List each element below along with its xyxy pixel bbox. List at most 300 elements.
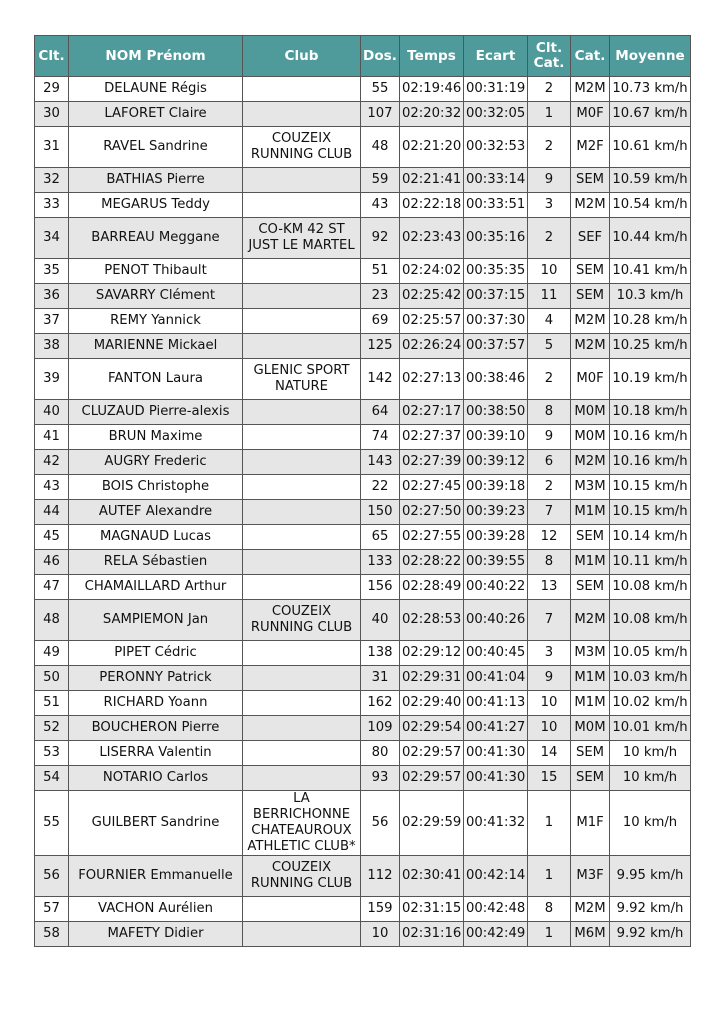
cell-gap: 00:35:16 [464, 218, 528, 259]
cell-name: CHAMAILLARD Arthur [69, 575, 243, 600]
cell-bib: 10 [361, 922, 400, 947]
table-row [35, 309, 691, 334]
header-time: Temps [400, 36, 464, 77]
cell-category: SEM [571, 525, 610, 550]
cell-name: PERONNY Patrick [69, 666, 243, 691]
cell-speed: 10.08 km/h [610, 600, 691, 641]
cell-category-rank: 2 [528, 218, 571, 259]
cell-name: RELA Sébastien [69, 550, 243, 575]
cell-time: 02:27:50 [400, 500, 464, 525]
club-line: JUST LE MARTEL [248, 238, 355, 253]
header-name: NOM Prénom [69, 36, 243, 77]
cell-time: 02:20:32 [400, 102, 464, 127]
cell-time: 02:27:37 [400, 425, 464, 450]
cell-rank: 30 [35, 102, 69, 127]
cell-rank: 43 [35, 475, 69, 500]
cell-category-rank: 7 [528, 600, 571, 641]
cell-gap: 00:41:27 [464, 716, 528, 741]
table-row [35, 666, 691, 691]
cell-category-rank: 13 [528, 575, 571, 600]
cell-time: 02:29:59 [400, 791, 464, 856]
cell-time: 02:27:39 [400, 450, 464, 475]
cell-time: 02:24:02 [400, 259, 464, 284]
cell-category-rank: 1 [528, 102, 571, 127]
table-row [35, 550, 691, 575]
cell-category-rank: 1 [528, 856, 571, 897]
cell-bib: 40 [361, 600, 400, 641]
cell-rank: 35 [35, 259, 69, 284]
cell-name: DELAUNE Régis [69, 77, 243, 102]
cell-time: 02:29:40 [400, 691, 464, 716]
cell-rank: 45 [35, 525, 69, 550]
cell-name: BARREAU Meggane [69, 218, 243, 259]
cell-category: M0F [571, 359, 610, 400]
cell-category: M2M [571, 193, 610, 218]
cell-bib: 48 [361, 127, 400, 168]
results-table [34, 35, 691, 947]
cell-bib: 55 [361, 77, 400, 102]
table-row [35, 334, 691, 359]
header-category-rank-line2: Cat. [533, 55, 565, 71]
cell-gap: 00:39:12 [464, 450, 528, 475]
cell-category-rank: 9 [528, 425, 571, 450]
table-row [35, 575, 691, 600]
cell-rank: 49 [35, 641, 69, 666]
cell-name: PIPET Cédric [69, 641, 243, 666]
cell-category: M1M [571, 666, 610, 691]
cell-name: BOIS Christophe [69, 475, 243, 500]
cell-rank: 38 [35, 334, 69, 359]
header-speed: Moyenne [610, 36, 691, 77]
table-row [35, 168, 691, 193]
cell-gap: 00:42:14 [464, 856, 528, 897]
cell-gap: 00:40:45 [464, 641, 528, 666]
cell-speed: 10.59 km/h [610, 168, 691, 193]
cell-gap: 00:35:35 [464, 259, 528, 284]
cell-rank: 37 [35, 309, 69, 334]
cell-club [243, 550, 361, 575]
cell-speed: 10.28 km/h [610, 309, 691, 334]
cell-name: RAVEL Sandrine [69, 127, 243, 168]
cell-rank: 31 [35, 127, 69, 168]
cell-category-rank: 7 [528, 500, 571, 525]
cell-gap: 00:41:30 [464, 766, 528, 791]
cell-name: MARIENNE Mickael [69, 334, 243, 359]
cell-gap: 00:37:57 [464, 334, 528, 359]
header-category-rank-line1: Clt. [535, 40, 563, 56]
cell-club [243, 259, 361, 284]
cell-time: 02:31:15 [400, 897, 464, 922]
cell-rank: 54 [35, 766, 69, 791]
cell-category: M0F [571, 102, 610, 127]
cell-time: 02:29:54 [400, 716, 464, 741]
cell-category-rank: 8 [528, 897, 571, 922]
cell-category: SEM [571, 259, 610, 284]
cell-club [243, 897, 361, 922]
cell-club [243, 600, 361, 641]
cell-rank: 56 [35, 856, 69, 897]
club-line: ATHLETIC CLUB* [247, 839, 356, 854]
cell-name: BRUN Maxime [69, 425, 243, 450]
cell-bib: 133 [361, 550, 400, 575]
cell-bib: 112 [361, 856, 400, 897]
cell-gap: 00:31:19 [464, 77, 528, 102]
table-row [35, 600, 691, 641]
cell-category: SEM [571, 766, 610, 791]
cell-speed: 10.15 km/h [610, 500, 691, 525]
cell-category: M1F [571, 791, 610, 856]
cell-rank: 32 [35, 168, 69, 193]
cell-category-rank: 2 [528, 127, 571, 168]
cell-bib: 162 [361, 691, 400, 716]
cell-time: 02:31:16 [400, 922, 464, 947]
cell-club [243, 359, 361, 400]
cell-category: M1M [571, 550, 610, 575]
cell-club [243, 127, 361, 168]
cell-club [243, 334, 361, 359]
header-category-rank [528, 36, 571, 77]
cell-rank: 52 [35, 716, 69, 741]
cell-name: CLUZAUD Pierre-alexis [69, 400, 243, 425]
cell-rank: 47 [35, 575, 69, 600]
cell-speed: 10.41 km/h [610, 259, 691, 284]
cell-club [243, 856, 361, 897]
cell-bib: 107 [361, 102, 400, 127]
cell-category: M0M [571, 716, 610, 741]
cell-gap: 00:33:14 [464, 168, 528, 193]
cell-gap: 00:41:04 [464, 666, 528, 691]
cell-category: M2F [571, 127, 610, 168]
cell-rank: 50 [35, 666, 69, 691]
cell-time: 02:19:46 [400, 77, 464, 102]
cell-speed: 9.92 km/h [610, 897, 691, 922]
cell-gap: 00:39:55 [464, 550, 528, 575]
table-row [35, 741, 691, 766]
cell-speed: 10.19 km/h [610, 359, 691, 400]
cell-bib: 51 [361, 259, 400, 284]
cell-gap: 00:42:48 [464, 897, 528, 922]
cell-speed: 10.02 km/h [610, 691, 691, 716]
cell-bib: 22 [361, 475, 400, 500]
cell-speed: 10.15 km/h [610, 475, 691, 500]
table-row [35, 284, 691, 309]
table-row [35, 450, 691, 475]
cell-speed: 9.95 km/h [610, 856, 691, 897]
cell-bib: 93 [361, 766, 400, 791]
cell-category-rank: 1 [528, 922, 571, 947]
cell-name: LISERRA Valentin [69, 741, 243, 766]
cell-category-rank: 2 [528, 475, 571, 500]
cell-speed: 9.92 km/h [610, 922, 691, 947]
header-gap: Ecart [464, 36, 528, 77]
results-body [35, 77, 691, 947]
cell-club [243, 525, 361, 550]
cell-bib: 138 [361, 641, 400, 666]
table-row [35, 641, 691, 666]
club-line: CHATEAUROUX [251, 823, 352, 838]
cell-category: M2M [571, 334, 610, 359]
cell-gap: 00:32:05 [464, 102, 528, 127]
cell-bib: 125 [361, 334, 400, 359]
club-line: RUNNING CLUB [250, 620, 353, 635]
cell-rank: 51 [35, 691, 69, 716]
cell-category-rank: 9 [528, 666, 571, 691]
table-row [35, 127, 691, 168]
cell-rank: 40 [35, 400, 69, 425]
cell-time: 02:28:53 [400, 600, 464, 641]
cell-category: M2M [571, 309, 610, 334]
cell-speed: 10.05 km/h [610, 641, 691, 666]
cell-speed: 10.61 km/h [610, 127, 691, 168]
cell-name: BATHIAS Pierre [69, 168, 243, 193]
cell-gap: 00:40:22 [464, 575, 528, 600]
cell-category-rank: 4 [528, 309, 571, 334]
table-row [35, 897, 691, 922]
cell-category: M2M [571, 77, 610, 102]
header-rank: Clt. [35, 36, 69, 77]
cell-club [243, 791, 361, 856]
cell-time: 02:21:20 [400, 127, 464, 168]
cell-club [243, 575, 361, 600]
cell-bib: 109 [361, 716, 400, 741]
cell-time: 02:29:57 [400, 741, 464, 766]
cell-speed: 10.01 km/h [610, 716, 691, 741]
cell-rank: 58 [35, 922, 69, 947]
cell-gap: 00:40:26 [464, 600, 528, 641]
cell-rank: 44 [35, 500, 69, 525]
cell-rank: 57 [35, 897, 69, 922]
cell-time: 02:27:13 [400, 359, 464, 400]
cell-category: M3M [571, 641, 610, 666]
cell-category: M1M [571, 500, 610, 525]
cell-category-rank: 9 [528, 168, 571, 193]
cell-bib: 64 [361, 400, 400, 425]
cell-club [243, 716, 361, 741]
cell-time: 02:28:49 [400, 575, 464, 600]
cell-rank: 29 [35, 77, 69, 102]
cell-category-rank: 3 [528, 193, 571, 218]
cell-time: 02:29:31 [400, 666, 464, 691]
cell-category: M0M [571, 425, 610, 450]
cell-category-rank: 2 [528, 359, 571, 400]
cell-time: 02:21:41 [400, 168, 464, 193]
cell-time: 02:29:12 [400, 641, 464, 666]
table-row [35, 259, 691, 284]
cell-category: SEM [571, 284, 610, 309]
cell-category-rank: 8 [528, 550, 571, 575]
cell-club [243, 168, 361, 193]
cell-bib: 142 [361, 359, 400, 400]
cell-bib: 150 [361, 500, 400, 525]
header-club: Club [243, 36, 361, 77]
cell-bib: 69 [361, 309, 400, 334]
cell-speed: 10.08 km/h [610, 575, 691, 600]
cell-category-rank: 8 [528, 400, 571, 425]
cell-speed: 10.25 km/h [610, 334, 691, 359]
cell-name: REMY Yannick [69, 309, 243, 334]
cell-category: M3F [571, 856, 610, 897]
club-line: CO-KM 42 ST [258, 222, 345, 237]
cell-speed: 10.18 km/h [610, 400, 691, 425]
cell-name: SAMPIEMON Jan [69, 600, 243, 641]
table-row [35, 500, 691, 525]
cell-name: PENOT Thibault [69, 259, 243, 284]
cell-bib: 143 [361, 450, 400, 475]
table-row [35, 791, 691, 856]
header-bib: Dos. [361, 36, 400, 77]
cell-time: 02:27:45 [400, 475, 464, 500]
table-row [35, 102, 691, 127]
cell-club [243, 102, 361, 127]
cell-gap: 00:41:32 [464, 791, 528, 856]
cell-bib: 23 [361, 284, 400, 309]
cell-club [243, 218, 361, 259]
cell-rank: 55 [35, 791, 69, 856]
cell-name: BOUCHERON Pierre [69, 716, 243, 741]
cell-speed: 10.3 km/h [610, 284, 691, 309]
cell-name: GUILBERT Sandrine [69, 791, 243, 856]
cell-bib: 74 [361, 425, 400, 450]
cell-category-rank: 14 [528, 741, 571, 766]
cell-time: 02:27:55 [400, 525, 464, 550]
cell-gap: 00:38:50 [464, 400, 528, 425]
cell-name: RICHARD Yoann [69, 691, 243, 716]
cell-category-rank: 3 [528, 641, 571, 666]
cell-name: LAFORET Claire [69, 102, 243, 127]
table-row [35, 475, 691, 500]
cell-time: 02:27:17 [400, 400, 464, 425]
cell-club [243, 450, 361, 475]
cell-category-rank: 11 [528, 284, 571, 309]
cell-club [243, 691, 361, 716]
cell-rank: 36 [35, 284, 69, 309]
cell-speed: 10.11 km/h [610, 550, 691, 575]
cell-gap: 00:38:46 [464, 359, 528, 400]
cell-time: 02:23:43 [400, 218, 464, 259]
table-row [35, 856, 691, 897]
cell-name: FANTON Laura [69, 359, 243, 400]
cell-club [243, 77, 361, 102]
club-line: COUZEIX [271, 131, 332, 146]
cell-club [243, 193, 361, 218]
cell-club [243, 475, 361, 500]
table-row [35, 922, 691, 947]
cell-bib: 59 [361, 168, 400, 193]
cell-bib: 159 [361, 897, 400, 922]
cell-club [243, 766, 361, 791]
table-row [35, 193, 691, 218]
cell-rank: 48 [35, 600, 69, 641]
cell-speed: 10 km/h [610, 766, 691, 791]
cell-speed: 10.67 km/h [610, 102, 691, 127]
cell-name: SAVARRY Clément [69, 284, 243, 309]
cell-club [243, 309, 361, 334]
cell-category: M6M [571, 922, 610, 947]
cell-name: FOURNIER Emmanuelle [69, 856, 243, 897]
cell-name: MEGARUS Teddy [69, 193, 243, 218]
club-line: COUZEIX [271, 604, 332, 619]
cell-category: M3M [571, 475, 610, 500]
cell-rank: 34 [35, 218, 69, 259]
cell-club [243, 641, 361, 666]
cell-gap: 00:39:23 [464, 500, 528, 525]
cell-speed: 10.16 km/h [610, 450, 691, 475]
cell-gap: 00:37:30 [464, 309, 528, 334]
cell-speed: 10.44 km/h [610, 218, 691, 259]
cell-rank: 46 [35, 550, 69, 575]
cell-bib: 156 [361, 575, 400, 600]
cell-time: 02:25:57 [400, 309, 464, 334]
table-row [35, 525, 691, 550]
club-line: NATURE [274, 379, 329, 394]
cell-rank: 41 [35, 425, 69, 450]
cell-club [243, 922, 361, 947]
cell-time: 02:22:18 [400, 193, 464, 218]
table-row [35, 716, 691, 741]
cell-club [243, 500, 361, 525]
cell-gap: 00:37:15 [464, 284, 528, 309]
cell-speed: 10.73 km/h [610, 77, 691, 102]
cell-rank: 33 [35, 193, 69, 218]
club-line: RUNNING CLUB [250, 147, 353, 162]
cell-speed: 10 km/h [610, 791, 691, 856]
cell-gap: 00:41:30 [464, 741, 528, 766]
cell-rank: 42 [35, 450, 69, 475]
cell-category-rank: 15 [528, 766, 571, 791]
cell-bib: 56 [361, 791, 400, 856]
club-line: LA BERRICHONNE [252, 791, 351, 822]
cell-category: M1M [571, 691, 610, 716]
cell-name: NOTARIO Carlos [69, 766, 243, 791]
cell-bib: 92 [361, 218, 400, 259]
cell-bib: 65 [361, 525, 400, 550]
cell-rank: 53 [35, 741, 69, 766]
cell-bib: 80 [361, 741, 400, 766]
cell-time: 02:30:41 [400, 856, 464, 897]
cell-category: M2M [571, 897, 610, 922]
table-row [35, 425, 691, 450]
table-row [35, 400, 691, 425]
cell-category-rank: 6 [528, 450, 571, 475]
cell-club [243, 741, 361, 766]
club-line: GLENIC SPORT [253, 363, 350, 378]
cell-gap: 00:32:53 [464, 127, 528, 168]
club-line: RUNNING CLUB [250, 876, 353, 891]
table-row [35, 766, 691, 791]
table-row [35, 218, 691, 259]
cell-time: 02:28:22 [400, 550, 464, 575]
cell-name: VACHON Aurélien [69, 897, 243, 922]
table-row [35, 359, 691, 400]
cell-rank: 39 [35, 359, 69, 400]
cell-category: M2M [571, 600, 610, 641]
cell-name: MAFETY Didier [69, 922, 243, 947]
cell-category: M2M [571, 450, 610, 475]
cell-time: 02:26:24 [400, 334, 464, 359]
cell-category-rank: 1 [528, 791, 571, 856]
cell-speed: 10 km/h [610, 741, 691, 766]
table-row [35, 691, 691, 716]
cell-category: M0M [571, 400, 610, 425]
header-category: Cat. [571, 36, 610, 77]
club-line: COUZEIX [271, 860, 332, 875]
cell-category: SEF [571, 218, 610, 259]
cell-category-rank: 10 [528, 691, 571, 716]
cell-club [243, 425, 361, 450]
cell-category-rank: 10 [528, 259, 571, 284]
cell-category-rank: 5 [528, 334, 571, 359]
cell-name: MAGNAUD Lucas [69, 525, 243, 550]
